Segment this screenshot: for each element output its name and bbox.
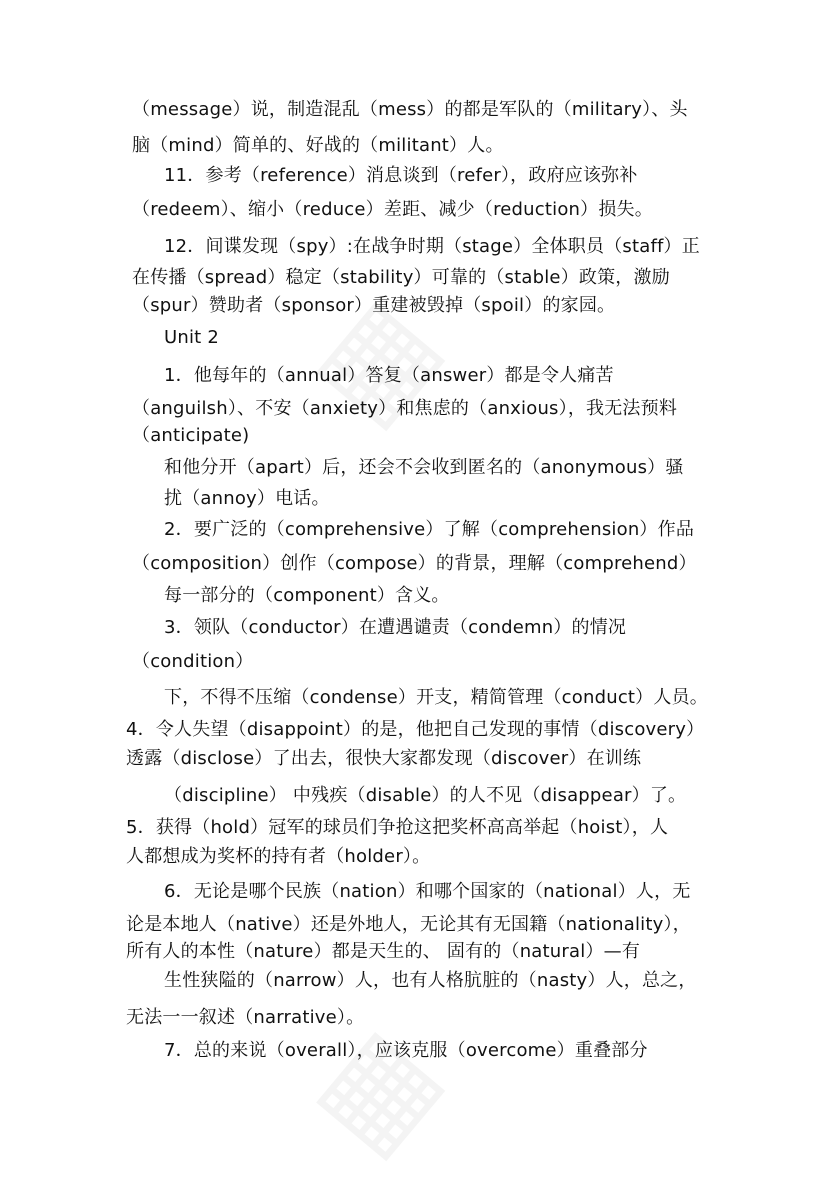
- text-line: 7．总的来说（overall），应该克服（overcome）重叠部分: [164, 1040, 648, 1061]
- text-line: 论是本地人（native）还是外地人，无论其有无国籍（nationality），: [126, 914, 691, 935]
- text-line: 透露（disclose）了出去，很快大家都发现（discover）在训练: [126, 748, 642, 769]
- text-line: （composition）创作（compose）的背景，理解（comprehend）: [132, 553, 697, 574]
- text-line: 下，不得不压缩（condense）开支，精简管理（conduct）人员。: [164, 687, 708, 708]
- text-line: （redeem）、缩小（reduce）差距、减少（reduction）损失。: [132, 199, 653, 220]
- text-line: 11．参考（reference）消息谈到（refer），政府应该弥补: [164, 165, 638, 186]
- text-line: 4．令人失望（disappoint）的是，他把自己发现的事情（discovery）: [126, 719, 705, 740]
- text-line: （anticipate): [132, 425, 250, 446]
- text-line: 所有人的本性（nature）都是天生的、 固有的（natural）—有: [126, 941, 641, 962]
- text-line: 1．他每年的（annual）答复（answer）都是令人痛苦: [164, 365, 614, 386]
- text-line: 12．间谍发现（spy）:在战争时期（stage）全体职员（staff）正: [164, 236, 700, 257]
- text-line: （message）说，制造混乱（mess）的都是军队的（military）、头: [132, 99, 688, 120]
- text-line: 2．要广泛的（comprehensive）了解（comprehension）作品: [164, 519, 695, 540]
- text-line: 扰（annoy）电话。: [164, 488, 330, 509]
- text-line: 和他分开（apart）后，还会不会收到匿名的（anonymous）骚: [164, 457, 684, 478]
- text-line: 无法一一叙述（narrative）。: [126, 1007, 365, 1028]
- text-line: 5．获得（hold）冠军的球员们争抢这把奖杯高高举起（hoist），人: [126, 817, 669, 838]
- section-heading: Unit 2: [164, 327, 220, 348]
- text-line: （discipline） 中残疾（disable）的人不见（disappear）了。: [164, 785, 687, 806]
- text-line: 人都想成为奖杯的持有者（holder）。: [126, 846, 431, 867]
- text-line: （spur）赞助者（sponsor）重建被毁掉（spoil）的家园。: [132, 295, 616, 316]
- text-line: 脑（mind）简单的、好战的（militant）人。: [132, 135, 504, 156]
- text-line: 6．无论是哪个民族（nation）和哪个国家的（national）人，无: [164, 881, 691, 902]
- text-line: 每一部分的（component）含义。: [164, 585, 450, 606]
- text-line: （condition）: [132, 651, 254, 672]
- text-line: （anguilsh）、不安（anxiety）和焦虑的（anxious），我无法预料: [132, 398, 678, 419]
- text-line: 在传播（spread）稳定（stability）可靠的（stable）政策，激励: [132, 267, 670, 288]
- text-line: 3．领队（conductor）在遭遇谴责（condemn）的情况: [164, 617, 627, 638]
- text-line: 生性狭隘的（narrow）人，也有人格肮脏的（nasty）人，总之，: [164, 970, 697, 991]
